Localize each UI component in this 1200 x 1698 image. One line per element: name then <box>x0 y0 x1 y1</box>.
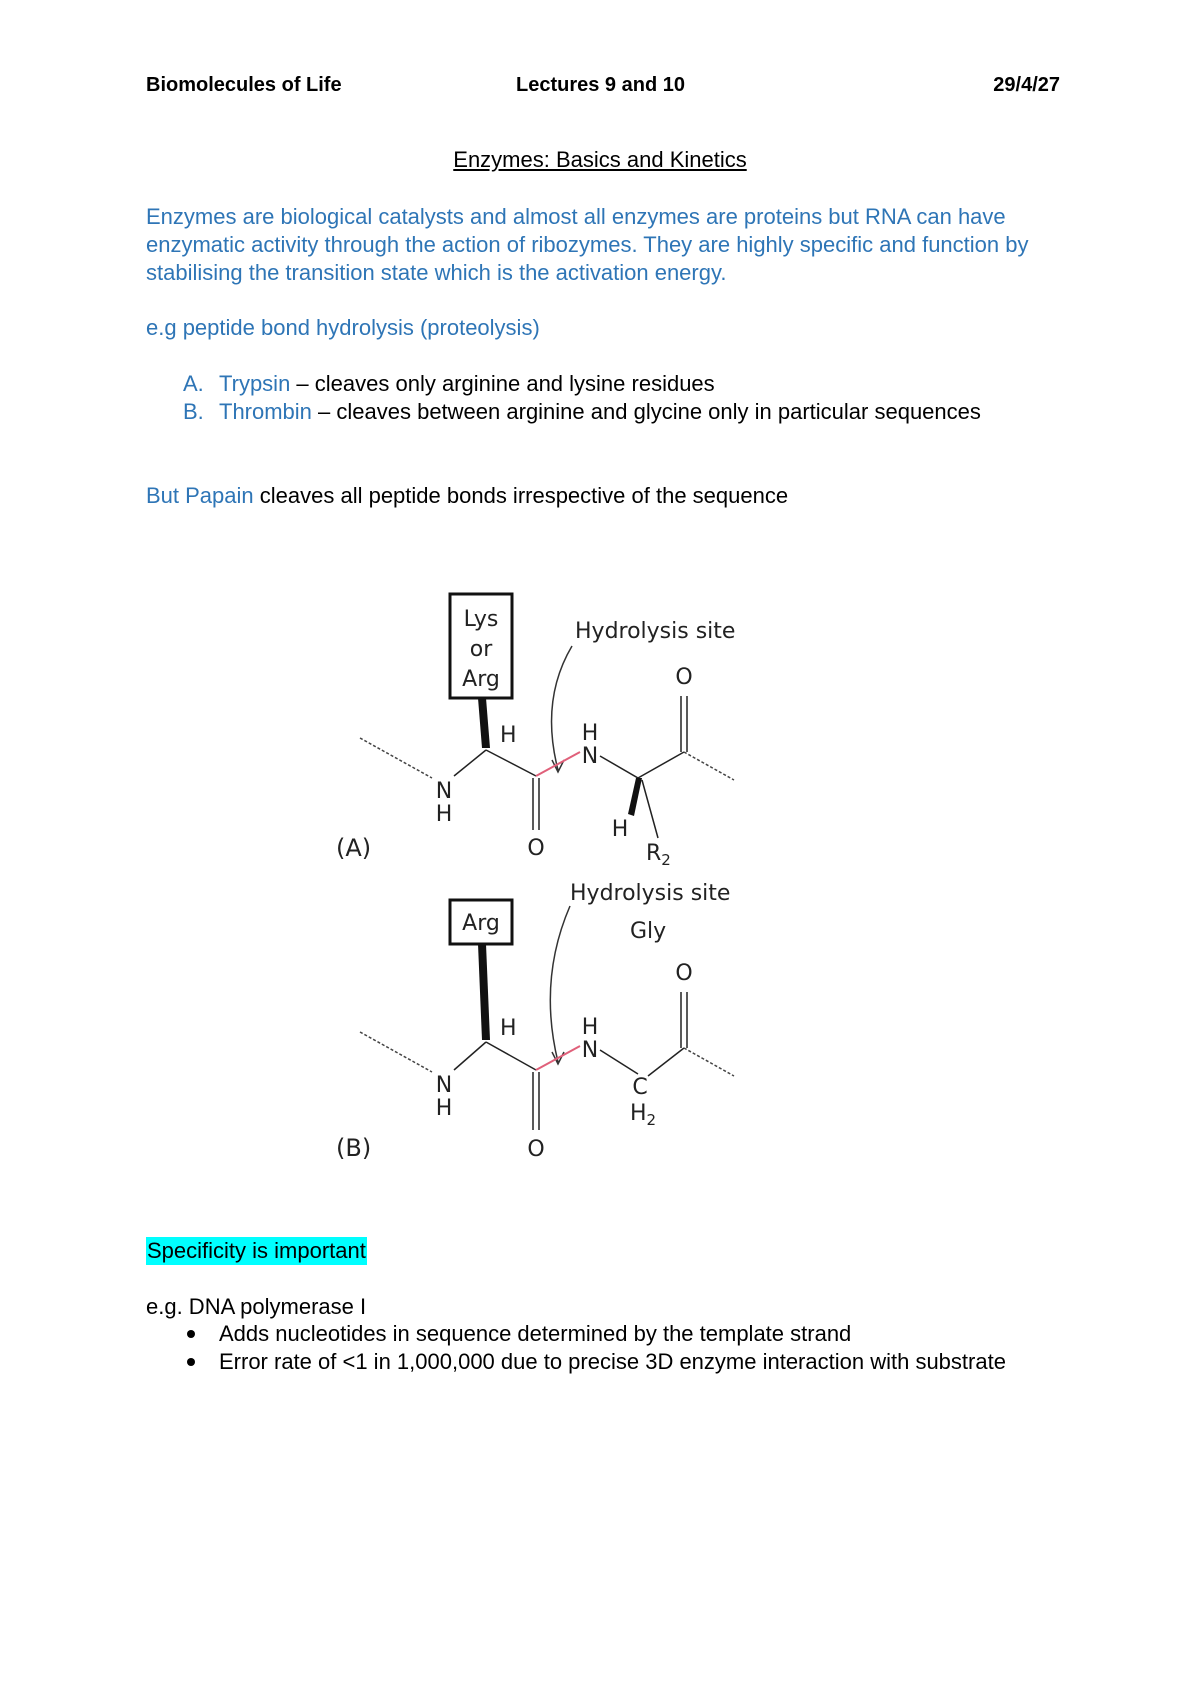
atom-label: O <box>675 961 693 986</box>
bullet-text: Error rate of <1 in 1,000,000 due to precise 3D enzyme interaction with substrate <box>219 1349 1006 1374</box>
h-label: H <box>630 1101 647 1126</box>
residue-label: or <box>469 637 493 662</box>
arrow <box>552 646 572 770</box>
bullet-text: Adds nucleotides in sequence determined by the template strand <box>219 1321 852 1346</box>
atom-label: H <box>435 1096 453 1121</box>
enzyme-name: Trypsin <box>219 371 291 396</box>
bullet-icon <box>187 1358 195 1366</box>
bond <box>454 1042 486 1070</box>
chain-bond <box>360 738 432 778</box>
residue-label: Arg <box>462 667 500 692</box>
chain-bond <box>684 1048 734 1076</box>
atom-label <box>646 841 671 869</box>
lecture-label: Lectures 9 and 10 <box>516 74 685 96</box>
enzyme-description: – cleaves between arginine and glycine only in particular sequences <box>311 399 981 424</box>
page-header <box>146 74 1060 104</box>
enzyme-description: – cleaves only arginine and lysine residues <box>290 371 715 396</box>
list-item <box>183 398 1063 426</box>
example2-heading: e.g. DNA polymerase I <box>146 1294 367 1319</box>
bullet-list <box>183 1320 1063 1376</box>
r-subscript: 2 <box>661 851 671 869</box>
papain-rest: cleaves all peptide bonds irrespective of the sequence <box>253 483 789 508</box>
protease-list <box>183 370 1063 426</box>
residue-label: Gly <box>630 919 667 944</box>
bond <box>642 780 658 838</box>
chain-bond <box>684 752 734 780</box>
example-heading: e.g peptide bond hydrolysis (proteolysis) <box>146 315 540 340</box>
list-item <box>183 370 1063 398</box>
atom-label: O <box>527 836 545 861</box>
atom-label: N <box>435 1073 453 1098</box>
wedge-bond <box>628 778 642 816</box>
papain-paragraph <box>146 482 1076 510</box>
date: 29/4/27 <box>993 74 1060 96</box>
bond <box>600 756 638 778</box>
hydrolysis-site-label: Hydrolysis site <box>575 619 736 644</box>
atom-label: H <box>500 1016 517 1041</box>
chain-bond <box>360 1032 432 1072</box>
bond <box>648 1048 684 1076</box>
bond <box>600 1050 638 1074</box>
bond <box>486 1042 536 1070</box>
h-subscript: 2 <box>646 1111 657 1129</box>
panel-label: (B) <box>336 1134 372 1162</box>
atom-label: O <box>527 1137 545 1162</box>
wedge-bond <box>478 944 490 1040</box>
course-name: Biomolecules of Life <box>146 74 342 96</box>
atom-label: O <box>675 665 693 690</box>
papain-lead: But Papain <box>146 483 254 508</box>
wedge-bond <box>478 698 490 748</box>
panel-b <box>336 881 734 1162</box>
specificity-highlight: Specificity is important <box>147 1238 366 1263</box>
enzyme-name: Thrombin <box>219 399 312 424</box>
atom-label: H <box>581 1015 599 1040</box>
peptide-hydrolysis-figure <box>300 580 780 1180</box>
panel-label: (A) <box>336 834 372 862</box>
atom-label: N <box>581 1038 599 1063</box>
atom-label: H <box>611 817 629 842</box>
atom-label: H <box>581 721 599 746</box>
r-label: R <box>646 841 662 866</box>
atom-label: N <box>581 744 599 769</box>
bond <box>454 750 486 776</box>
bond <box>638 752 684 778</box>
list-item <box>183 1320 1063 1348</box>
arrow <box>550 906 570 1062</box>
list-item <box>183 1348 1063 1376</box>
atom-label <box>630 1101 656 1129</box>
atom-label: H <box>500 723 517 748</box>
atom-label: N <box>435 779 453 804</box>
atom-label: H <box>435 802 453 827</box>
intro-paragraph: Enzymes are biological catalysts and almost all enzymes are proteins but RNA can have enzymatic activity through the action of ribozymes. They are highly specific and function by stabilising the transition state which is the activation energy. <box>146 204 1029 285</box>
scissile-bond <box>536 1046 580 1070</box>
atom-label: C <box>632 1075 648 1100</box>
residue-label: Lys <box>463 607 499 632</box>
hydrolysis-site-label: Hydrolysis site <box>570 881 731 906</box>
page-title: Enzymes: Basics and Kinetics <box>453 147 747 172</box>
list-marker: B. <box>183 399 204 424</box>
bond <box>486 750 536 776</box>
bullet-icon <box>187 1330 195 1338</box>
panel-a <box>336 594 735 869</box>
residue-label: Arg <box>462 911 500 936</box>
list-marker: A. <box>183 371 204 396</box>
